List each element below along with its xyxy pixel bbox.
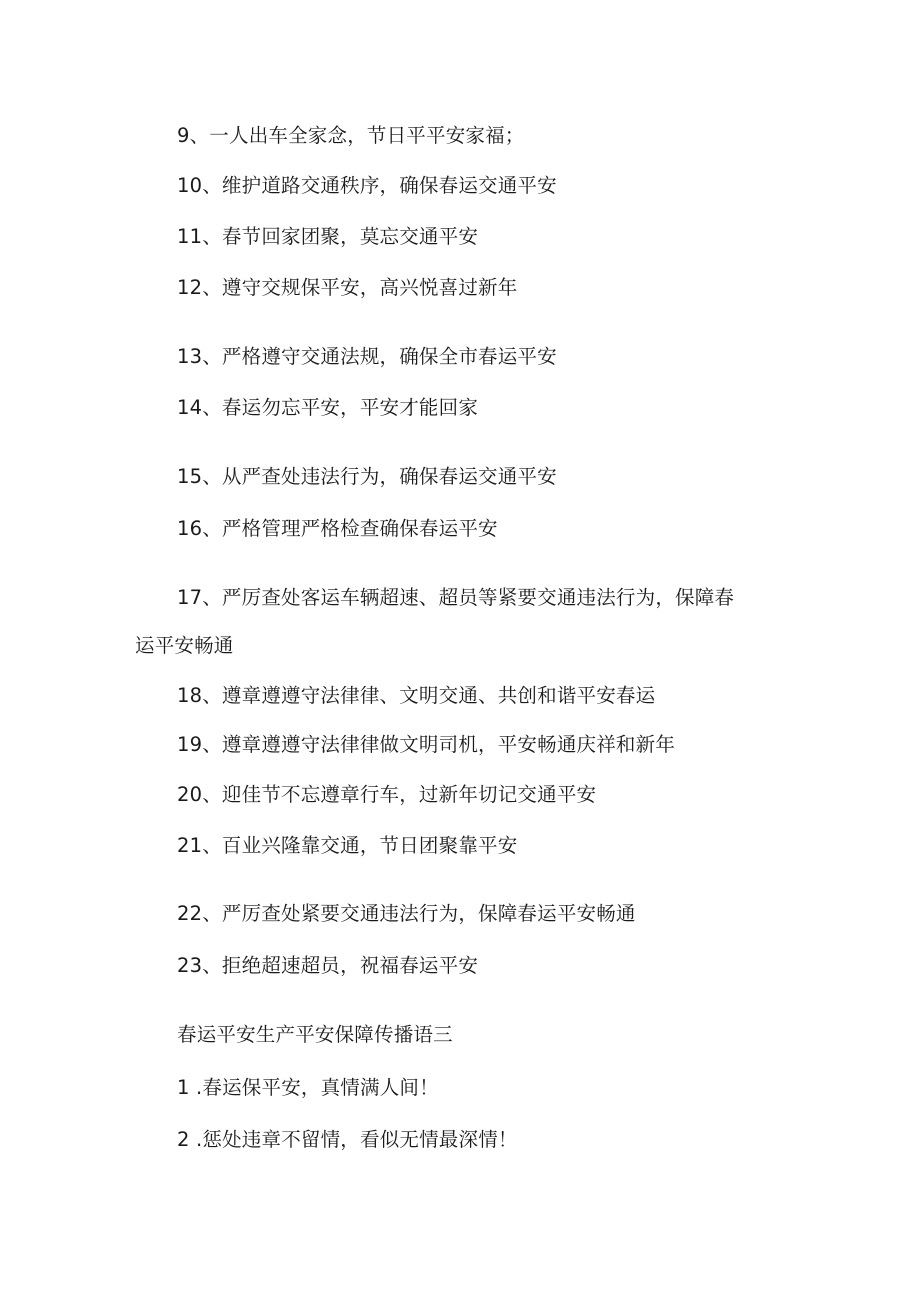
slogan-line: 16、严格管理严格检查确保春运平安 bbox=[177, 517, 498, 540]
slogan-line: 22、严厉查处紧要交通违法行为，保障春运平安畅通 bbox=[177, 902, 636, 925]
slogan-line: 15、从严查处违法行为，确保春运交通平安 bbox=[177, 465, 557, 488]
slogan-line-continuation: 运平安畅通 bbox=[135, 634, 234, 657]
slogan-line: 12、遵守交规保平安，高兴悦喜过新年 bbox=[177, 276, 518, 299]
section-item: 2 .惩处违章不留情，看似无情最深情！ bbox=[177, 1128, 518, 1151]
slogan-line: 20、迎佳节不忘遵章行车，过新年切记交通平安 bbox=[177, 783, 597, 806]
section-heading: 春运平安生产平安保障传播语三 bbox=[177, 1023, 453, 1046]
section-item: 1 .春运保平安，真情满人间！ bbox=[177, 1076, 439, 1099]
slogan-line: 10、维护道路交通秩序，确保春运交通平安 bbox=[177, 174, 557, 197]
slogan-line: 21、百业兴隆靠交通，节日团聚靠平安 bbox=[177, 834, 518, 857]
slogan-line: 17、严厉查处客运车辆超速、超员等紧要交通违法行为，保障春 bbox=[177, 586, 735, 609]
slogan-line: 19、遵章遵遵守法律律做文明司机，平安畅通庆祥和新年 bbox=[177, 733, 676, 756]
slogan-line: 18、遵章遵遵守法律律、文明交通、共创和谐平安春运 bbox=[177, 684, 656, 707]
slogan-line: 13、严格遵守交通法规，确保全市春运平安 bbox=[177, 345, 557, 368]
slogan-line: 23、拒绝超速超员，祝福春运平安 bbox=[177, 954, 479, 977]
slogan-line: 14、春运勿忘平安，平安才能回家 bbox=[177, 396, 479, 419]
slogan-line: 11、春节回家团聚，莫忘交通平安 bbox=[177, 225, 479, 248]
slogan-line: 9、一人出车全家念，节日平平安家福； bbox=[177, 124, 525, 147]
